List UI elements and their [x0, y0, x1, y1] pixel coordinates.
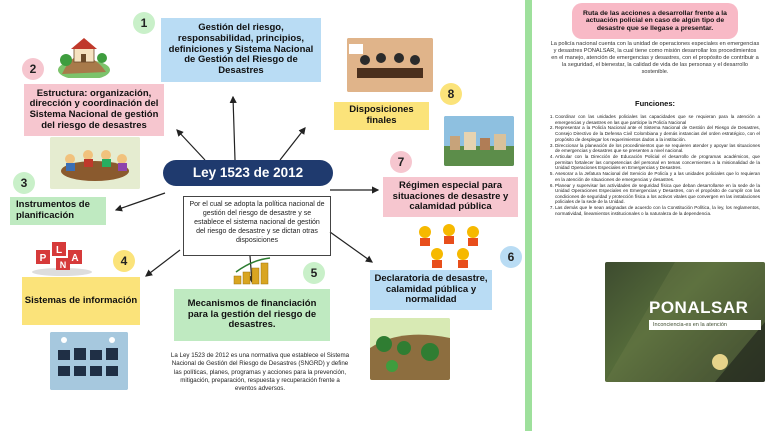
- node-6-box: [370, 270, 492, 310]
- node-8-number: 8: [440, 83, 462, 105]
- node-2-number: 2: [22, 58, 44, 80]
- plan-letter-p: P: [39, 253, 47, 264]
- functions-title: Funciones:: [634, 99, 675, 108]
- function-item: 2. Representar a la Policía Nacional ante el Sistema Nacional de Gestión del Riesgo de Desastres, Consejo Directivo de la Defensa Civil Colombiana y demás instancias del orden estratégico, con el propósito de desplegar los requerimientos dados a la institución.: [555, 125, 760, 142]
- node-8-box: [334, 102, 429, 130]
- node-3-text: Instrumentos de planificación: [16, 199, 90, 221]
- meeting-room-illustration: [347, 38, 433, 92]
- coins-illustration: [230, 256, 274, 286]
- node-3-number: 3: [13, 172, 35, 194]
- node-7-box: [383, 177, 518, 217]
- node-1-text: Gestión del riesgo, responsabilidad, principios, definiciones y Sistema Nacional de Gestión del Riesgo de Desastres: [168, 22, 314, 76]
- plan-letter-l: L: [55, 245, 63, 256]
- node-8-text: Disposiciones finales: [349, 104, 414, 126]
- node-6-text: Declaratoria de desastre, calamidad pública y normalidad: [374, 273, 488, 306]
- node-4-text: Sistemas de información: [24, 294, 138, 306]
- ponalsar-banner: [605, 262, 765, 382]
- central-description: Por el cual se adopta la política nacional de gestión del riesgo de desastre y se establece el sistema nacional de gestión del riesgo de desastre y se dictan otras disposiciones: [183, 196, 331, 256]
- node-7-number: 7: [390, 151, 412, 173]
- node-5-number: 5: [303, 262, 325, 284]
- banner-subtitle: Inconciencia-es en la atención: [649, 320, 761, 330]
- node-1-box: [161, 18, 321, 82]
- function-item: 6. Planear y supervisar las actividades de seguridad física que deban desarrollarse en la sede de la Unidad Operaciones Especiales en Emergencias y Desastres, con el propósito de cumplir con las condiciones de seguridad y protección física a los activos vitales que convergen en las instalaciones policiales de la sede de la Unidad.: [555, 183, 760, 205]
- information-icons-illustration: [50, 332, 128, 390]
- function-item: 5. Asesorar a la Jefatura Nacional del Servicio de Policía y a las unidades policiales que lo requieran en la atención de situaciones de emergencias y desastres.: [555, 171, 760, 182]
- city-illustration: [444, 116, 514, 166]
- node-4-box: [22, 277, 140, 325]
- landslide-illustration: [370, 318, 450, 380]
- node-2-text: Estructura: organización, dirección y coordinación del Sistema Nacional de gestión del riesgo de desastres: [29, 87, 159, 131]
- node-1-number: 1: [133, 12, 155, 34]
- node-7-text: Régimen especial para situaciones de desastre y calamidad pública: [392, 180, 509, 213]
- plan-blocks-illustration: [30, 232, 94, 276]
- function-item: 7. Las demás que le sean asignadas de acuerdo con la Constitución Política, la ley, los reglamentos, normatividad, lineamientos institucionales o la naturaleza de la dependencia.: [555, 205, 760, 216]
- route-title: Ruta de las acciones a desarrollar frente a la actuación policial en caso de algún tipo de desastre que se llegase a presentar.: [583, 9, 727, 32]
- function-item: 3. Direccionar la planeación de los procedimientos que se requieren atender y apoyar las situaciones de emergencias y desastres que se presenten a nivel nacional.: [555, 143, 760, 154]
- banner-title: PONALSAR: [649, 298, 749, 317]
- node-3-box: [10, 197, 106, 225]
- node-6-number: 6: [500, 246, 522, 268]
- section-divider: [525, 0, 532, 431]
- function-item: 1. Coordinar con las unidades policiales las capacidades que se requieran para la atención a emergencias y desastres en las que participe la Policía Nacional: [555, 114, 760, 125]
- meeting-illustration: [50, 137, 140, 189]
- house-illustration: [58, 30, 110, 78]
- plan-letter-a: A: [71, 253, 79, 264]
- node-5-text: Mecanismos de financiación para la gestión del riesgo de desastres.: [187, 298, 317, 331]
- node-5-box: [174, 289, 330, 341]
- functions-list: [546, 114, 760, 217]
- summary-paragraph: La Ley 1523 de 2012 es una normativa que establece el Sistema Nacional de Gestión del Riesgo de Desastres (SNGRD) y define las políticas, planes, programas y acciones para la prevención, mitigación, preparación, respuesta y recuperación frente a eventos adversos.: [170, 352, 350, 393]
- central-title: Ley 1523 de 2012: [163, 160, 333, 186]
- ponalsar-intro: La policía nacional cuenta con la unidad de operaciones especiales en emergencias y desastres PONALSAR, la cual tiene como misión desarrollar los procedimientos en el manejo, atención de emergencias y desastres, con el propósito de contribuir a la seguridad, el bienestar, la calidad de vida de las personas y el desarrollo sostenible.: [550, 41, 760, 75]
- node-4-number: 4: [113, 250, 135, 272]
- firefighters-illustration: [413, 220, 495, 270]
- node-2-box: [24, 84, 164, 136]
- plan-letter-n: N: [59, 260, 67, 270]
- route-title-box: [572, 3, 738, 39]
- function-item: 4. Articular con la Dirección de Educación Policial el desarrollo de programas académicos, que permitan fortalecer las competencias del personal en temas concernientes a la misionalidad de la Unidad Operaciones Especiales en Emergencias y Desastres.: [555, 154, 760, 171]
